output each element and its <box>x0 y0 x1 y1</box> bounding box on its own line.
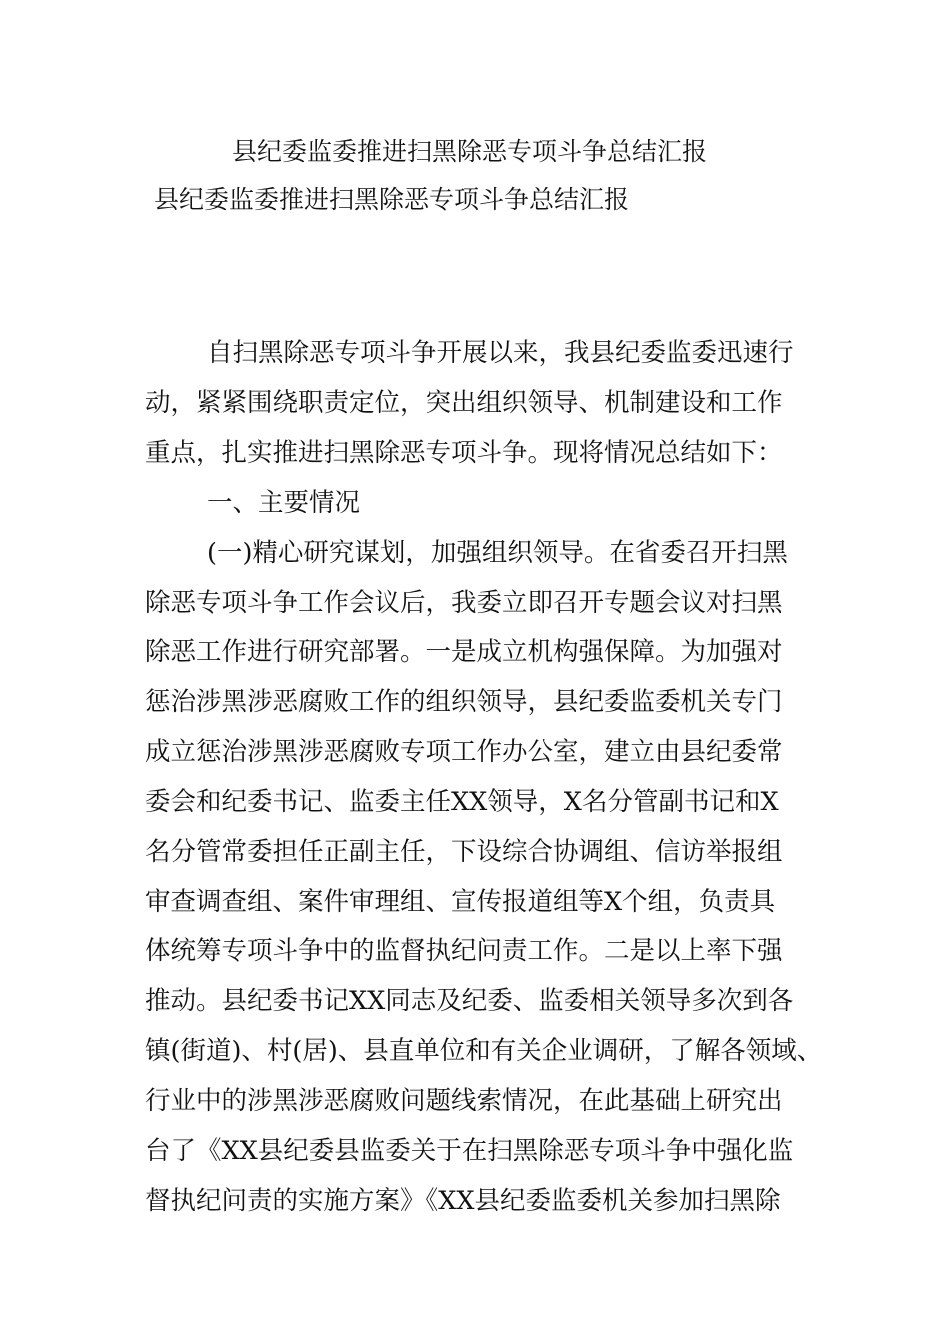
paragraph-line: 镇(街道)、村(居)、县直单位和有关企业调研，了解各领域、 <box>145 1036 823 1066</box>
paragraph-line: 除恶专项斗争工作会议后，我委立即召开专题会议对扫黑 <box>145 588 783 618</box>
paragraph-line: (一)精心研究谋划，加强组织领导。在省委召开扫黑 <box>207 538 788 568</box>
paragraph-line: 委会和纪委书记、监委主任XX领导，X名分管副书记和X <box>145 787 779 817</box>
paragraph-line: 行业中的涉黑涉恶腐败问题线索情况，在此基础上研究出 <box>145 1086 783 1116</box>
paragraph-line: 成立惩治涉黑涉恶腐败专项工作办公室，建立由县纪委常 <box>145 737 783 767</box>
document-title: 县纪委监委推进扫黑除恶专项斗争总结汇报 <box>232 137 708 166</box>
paragraph-line: 自扫黑除恶专项斗争开展以来，我县纪委监委迅速行 <box>207 338 794 368</box>
paragraph-line: 督执纪问责的实施方案》《XX县纪委监委机关参加扫黑除 <box>145 1186 781 1216</box>
paragraph-line: 惩治涉黑涉恶腐败工作的组织领导，县纪委监委机关专门 <box>145 687 783 717</box>
paragraph-line: 名分管常委担任正副主任，下设综合协调组、信访举报组 <box>145 837 783 867</box>
paragraph-line: 台了《XX县纪委县监委关于在扫黑除恶专项斗争中强化监 <box>145 1136 794 1166</box>
section-heading: 一、主要情况 <box>207 488 361 518</box>
paragraph-line: 重点，扎实推进扫黑除恶专项斗争。现将情况总结如下： <box>145 438 783 468</box>
paragraph-line: 体统筹专项斗争中的监督执纪问责工作。二是以上率下强 <box>145 936 783 966</box>
paragraph-line: 动，紧紧围绕职责定位，突出组织领导、机制建设和工作 <box>145 388 783 418</box>
paragraph-line: 推动。县纪委书记XX同志及纪委、监委相关领导多次到各 <box>145 986 794 1016</box>
paragraph-line: 审查调查组、案件审理组、宣传报道组等X个组，负责具 <box>145 887 776 917</box>
document-subtitle: 县纪委监委推进扫黑除恶专项斗争总结汇报 <box>154 185 630 214</box>
paragraph-line: 除恶工作进行研究部署。一是成立机构强保障。为加强对 <box>145 637 783 667</box>
